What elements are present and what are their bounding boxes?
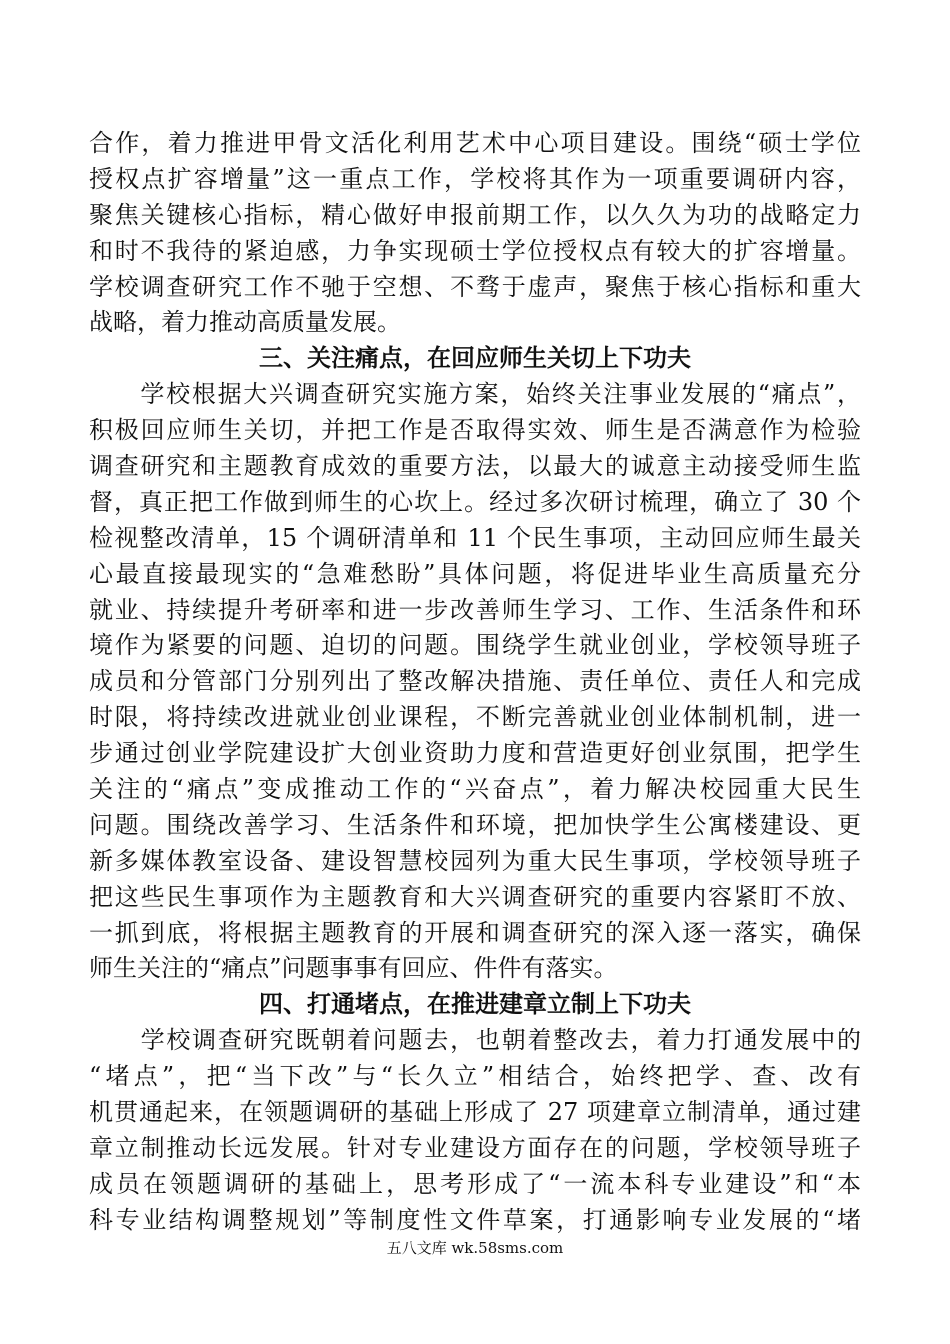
section-heading: 三、关注痛点，在回应师生关切上下功夫 (259, 344, 691, 373)
paragraph-line: 机贯通起来，在领题调研的基础上形成了 27 项建章立制清单，通过建 (89, 1098, 861, 1127)
paragraph-line: 学校调查研究既朝着问题去，也朝着整改去，着力打通发展中的 (89, 1026, 861, 1055)
paragraph-line: 科专业结构调整规划”等制度性文件草案，打通影响专业发展的“堵 (89, 1205, 861, 1234)
paragraph-line: 成员和分管部门分别列出了整改解决措施、责任单位、责任人和完成 (89, 667, 861, 696)
paragraph-line: 新多媒体教室设备、建设智慧校园列为重大民生事项，学校领导班子 (89, 846, 861, 875)
paragraph-line: 步通过创业学院建设扩大创业资助力度和营造更好创业氛围，把学生 (89, 739, 861, 768)
paragraph-line: 成员在领题调研的基础上，思考形成了“一流本科专业建设”和“本 (89, 1169, 861, 1198)
paragraph-line: 时限，将持续改进就业创业课程，不断完善就业创业体制机制，进一 (89, 703, 861, 732)
paragraph-line: 把这些民生事项作为主题教育和大兴调查研究的重要内容紧盯不放、 (89, 882, 861, 911)
paragraph-line: 检视整改清单，15 个调研清单和 11 个民生事项，主动回应师生最关 (89, 523, 861, 552)
paragraph-line: 学校调查研究工作不驰于空想、不骛于虚声，聚焦于核心指标和重大 (89, 272, 861, 301)
paragraph-line: 和时不我待的紧迫感，力争实现硕士学位授权点有较大的扩容增量。 (89, 236, 861, 265)
footer-watermark: 五八文库 wk.58sms.com (386, 1239, 564, 1257)
paragraph-line: 一抓到底，将根据主题教育的开展和调查研究的深入逐一落实，确保 (89, 918, 861, 947)
section-heading: 四、打通堵点，在推进建章立制上下功夫 (259, 990, 691, 1019)
paragraph-line: 师生关注的“痛点”问题事事有回应、件件有落实。 (89, 954, 618, 983)
paragraph-line: 调查研究和主题教育成效的重要方法，以最大的诚意主动接受师生监 (89, 452, 861, 481)
paragraph-line: 章立制推动长远发展。针对专业建设方面存在的问题，学校领导班子 (89, 1133, 861, 1162)
paragraph-line: 积极回应师生关切，并把工作是否取得实效、师生是否满意作为检验 (89, 416, 861, 445)
document-body (89, 126, 861, 1239)
paragraph-line: 督，真正把工作做到师生的心坎上。经过多次研讨梳理，确立了 30 个 (89, 487, 861, 516)
paragraph-line: 关注的“痛点”变成推动工作的“兴奋点”，着力解决校园重大民生 (89, 775, 861, 804)
paragraph-line: 战略，着力推动高质量发展。 (89, 308, 401, 337)
paragraph-line: 问题。围绕改善学习、生活条件和环境，把加快学生公寓楼建设、更 (89, 810, 861, 839)
paragraph-line: 就业、持续提升考研率和进一步改善师生学习、工作、生活条件和环 (89, 595, 861, 624)
paragraph-line: 心最直接最现实的“急难愁盼”具体问题，将促进毕业生高质量充分 (89, 559, 861, 588)
paragraph-line: 授权点扩容增量”这一重点工作，学校将其作为一项重要调研内容， (89, 164, 861, 193)
paragraph-line: 境作为紧要的问题、迫切的问题。围绕学生就业创业，学校领导班子 (89, 631, 861, 660)
paragraph-line: “堵点”，把“当下改”与“长久立”相结合，始终把学、查、改有 (89, 1062, 861, 1091)
paragraph-line: 合作，着力推进甲骨文活化利用艺术中心项目建设。围绕“硕士学位 (89, 129, 861, 157)
paragraph-line: 聚焦关键核心指标，精心做好申报前期工作，以久久为功的战略定力 (89, 200, 861, 229)
paragraph-line: 学校根据大兴调查研究实施方案，始终关注事业发展的“痛点”， (89, 380, 861, 409)
